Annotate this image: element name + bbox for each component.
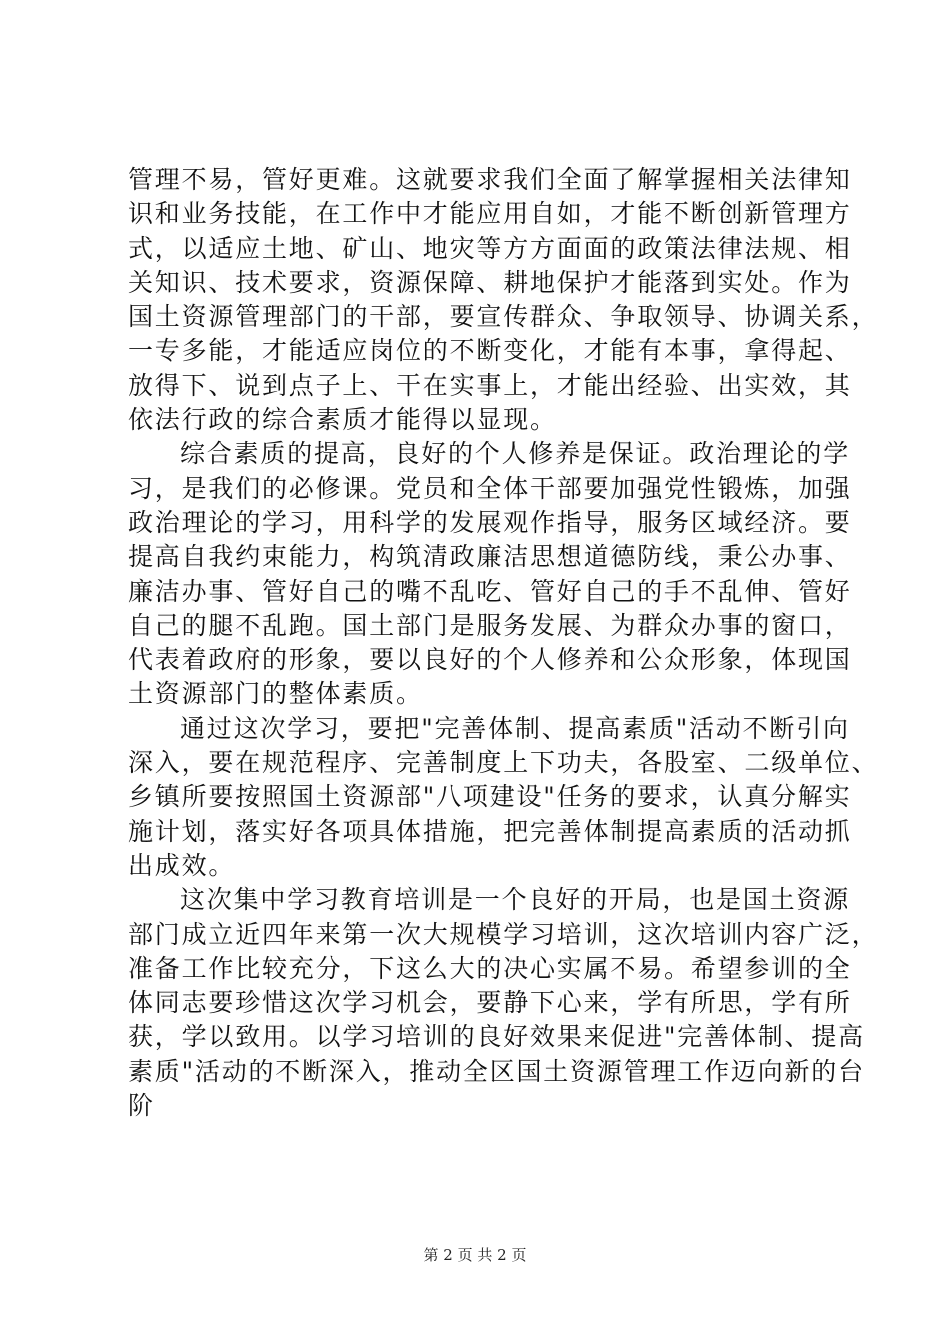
paragraph-line: 依法行政的综合素质才能得以显现。 bbox=[128, 405, 557, 435]
paragraph-line: 关知识、技术要求，资源保障、耕地保护才能落到实处。作为 bbox=[128, 267, 852, 297]
document-body bbox=[128, 163, 879, 1123]
paragraph-line: 获，学以致用。以学习培训的良好效果来促进"完善体制、提高 bbox=[128, 1022, 865, 1052]
paragraph-line: 廉洁办事、管好自己的嘴不乱吃、管好自己的手不乱伸、管好 bbox=[128, 576, 852, 606]
paragraph-line: 出成效。 bbox=[128, 850, 236, 880]
paragraph bbox=[128, 712, 879, 883]
paragraph-line: 这次集中学习教育培训是一个良好的开局，也是国土资源 bbox=[180, 885, 851, 915]
paragraph-line: 部门成立近四年来第一次大规模学习培训，这次培训内容广泛， bbox=[128, 919, 879, 949]
paragraph-line: 提高自我约束能力，构筑清政廉洁思想道德防线，秉公办事、 bbox=[128, 542, 852, 572]
paragraph-line: 土资源部门的整体素质。 bbox=[128, 679, 423, 709]
paragraph-line: 一专多能，才能适应岗位的不断变化，才能有本事，拿得起、 bbox=[128, 336, 852, 366]
paragraph-line: 习，是我们的必修课。党员和全体干部要加强党性锻炼，加强 bbox=[128, 473, 852, 503]
paragraph-line: 施计划，落实好各项具体措施，把完善体制提高素质的活动抓 bbox=[128, 816, 852, 846]
paragraph-line: 政治理论的学习，用科学的发展观作指导，服务区域经济。要 bbox=[128, 507, 852, 537]
paragraph-line: 综合素质的提高，良好的个人修养是保证。政治理论的学 bbox=[180, 439, 851, 469]
paragraph-line: 深入，要在规范程序、完善制度上下功夫，各股室、二级单位、 bbox=[128, 748, 879, 778]
paragraph bbox=[128, 437, 852, 711]
paragraph-line: 管理不易，管好更难。这就要求我们全面了解掌握相关法律知 bbox=[128, 165, 852, 194]
paragraph-line: 式，以适应土地、矿山、地灾等方方面面的政策法律法规、相 bbox=[128, 233, 852, 263]
paragraph-line: 阶 bbox=[128, 1091, 155, 1121]
paragraph-line: 代表着政府的形象，要以良好的个人修养和公众形象，体现国 bbox=[128, 645, 852, 675]
paragraph-line: 放得下、说到点子上、干在实事上，才能出经验、出实效，其 bbox=[128, 370, 852, 400]
paragraph bbox=[128, 163, 879, 437]
paragraph bbox=[128, 883, 879, 1123]
paragraph-line: 素质"活动的不断深入，推动全区国土资源管理工作迈向新的台 bbox=[128, 1056, 865, 1086]
paragraph-line: 通过这次学习，要把"完善体制、提高素质"活动不断引向 bbox=[180, 713, 850, 743]
paragraph-line: 自己的腿不乱跑。国土部门是服务发展、为群众办事的窗口， bbox=[128, 610, 852, 640]
paragraph-line: 识和业务技能，在工作中才能应用自如，才能不断创新管理方 bbox=[128, 199, 852, 229]
paragraph-line: 体同志要珍惜这次学习机会，要静下心来，学有所思，学有所 bbox=[128, 988, 852, 1018]
paragraph-line: 国土资源管理部门的干部，要宣传群众、争取领导、协调关系， bbox=[128, 302, 879, 332]
paragraph-line: 准备工作比较充分，下这么大的决心实属不易。希望参训的全 bbox=[128, 953, 852, 983]
paragraph-line: 乡镇所要按照国土资源部"八项建设"任务的要求，认真分解实 bbox=[128, 782, 852, 812]
page-footer: 第 2 页 共 2 页 bbox=[423, 1246, 527, 1264]
